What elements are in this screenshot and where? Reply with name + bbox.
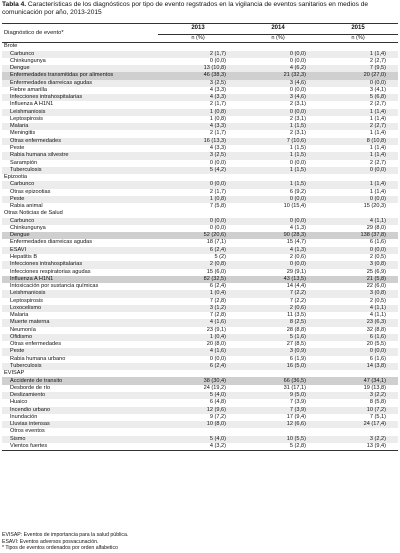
- value-cell: 20 (8,0): [158, 341, 238, 348]
- header-unit: n (%): [238, 35, 318, 43]
- value-cell: 0 (0,0): [318, 196, 398, 203]
- value-cell: 13 (9,4): [318, 443, 398, 451]
- value-cell: 82 (32,5): [158, 276, 238, 283]
- caption-table-number: Tabla 4.: [2, 1, 27, 8]
- value-cell: 0 (0,0): [158, 225, 238, 232]
- value-cell: 4 (1,3): [238, 225, 318, 232]
- table-row: [2, 327, 398, 334]
- category-label: Brote: [2, 43, 398, 51]
- table-row: [2, 283, 398, 290]
- value-cell: 6 (1,9): [238, 356, 318, 363]
- footnote: ESAVI: Eventos adversos posvacunación.: [2, 538, 99, 545]
- header-year-2013: 2013: [158, 24, 238, 35]
- diagnosis-label: ESAVI: [2, 247, 158, 254]
- diagnosis-label: Loxocelismo: [2, 305, 158, 312]
- diagnosis-label: Infecciones respiratorias agudas: [2, 269, 158, 276]
- value-cell: 12 (6,6): [238, 421, 318, 428]
- value-cell: 0 (0,0): [158, 218, 238, 225]
- value-cell: 4 (1,1): [318, 312, 398, 319]
- value-cell: 5 (4,2): [158, 167, 238, 174]
- category-row: [2, 43, 398, 51]
- table-row: [2, 80, 398, 87]
- value-cell: 0 (0,0): [158, 181, 238, 188]
- value-cell: 0 (0,0): [238, 196, 318, 203]
- table-row: [2, 116, 398, 123]
- diagnosis-label: Chinkungunya: [2, 58, 158, 65]
- table-row: [2, 254, 398, 261]
- value-cell: 15 (4,7): [238, 239, 318, 246]
- value-cell: 4 (1,6): [158, 319, 238, 326]
- value-cell: 90 (28,3): [238, 232, 318, 239]
- value-cell: 1 (1,4): [318, 152, 398, 159]
- value-cell: 2 (1,7): [158, 189, 238, 196]
- value-cell: 4 (3,3): [158, 94, 238, 101]
- diagnosis-label: Intoxicación por sustancia químicas: [2, 283, 158, 290]
- value-cell: 32 (8,8): [318, 327, 398, 334]
- value-cell: 0 (0,0): [318, 348, 398, 355]
- value-cell: 4 (1,6): [158, 348, 238, 355]
- value-cell: 3 (1,2): [158, 305, 238, 312]
- table-row: [2, 51, 398, 58]
- diagnosis-label: Carbunco: [2, 218, 158, 225]
- value-cell: 20 (5,5): [318, 341, 398, 348]
- diagnosis-label: Muerte materna: [2, 319, 158, 326]
- value-cell: 21 (5,8): [318, 276, 398, 283]
- table-row: [2, 94, 398, 101]
- value-cell: 3 (2,5): [158, 80, 238, 87]
- category-row: [2, 210, 398, 217]
- value-cell: 2 (2,7): [318, 101, 398, 108]
- value-cell: 0 (0,0): [158, 160, 238, 167]
- value-cell: 7 (2,2): [238, 290, 318, 297]
- table-row: [2, 225, 398, 232]
- value-cell: 5 (4,0): [158, 392, 238, 399]
- value-cell: 3 (0,8): [318, 261, 398, 268]
- table-row: [2, 269, 398, 276]
- value-cell: 1 (1,5): [238, 123, 318, 130]
- table-caption: [2, 1, 398, 17]
- header-unit: n (%): [318, 35, 398, 43]
- value-cell: 12 (9,6): [158, 407, 238, 414]
- category-row: [2, 370, 398, 377]
- table-row: [2, 436, 398, 443]
- value-cell: 9 (7,2): [158, 414, 238, 421]
- value-cell: 6 (2,4): [158, 247, 238, 254]
- value-cell: 1 (1,4): [318, 116, 398, 123]
- value-cell: 2 (2,7): [318, 160, 398, 167]
- value-cell: 6 (2,4): [158, 283, 238, 290]
- value-cell: 1 (1,5): [238, 181, 318, 188]
- table-row: [2, 290, 398, 297]
- diagnosis-label: Incendio urbano: [2, 407, 158, 414]
- value-cell: 1 (0,4): [158, 290, 238, 297]
- value-cell: 4 (3,3): [158, 87, 238, 94]
- value-cell: 8 (10,8): [318, 138, 398, 145]
- table-row: [2, 363, 398, 370]
- value-cell: 15 (20,3): [318, 203, 398, 210]
- value-cell: 0 (0,0): [238, 261, 318, 268]
- value-cell: 3 (2,2): [318, 436, 398, 443]
- value-cell: 1 (1,4): [318, 145, 398, 152]
- value-cell: 7 (3,9): [238, 399, 318, 406]
- value-cell: 66 (36,5): [238, 377, 318, 384]
- value-cell: 25 (6,9): [318, 269, 398, 276]
- value-cell: 17 (9,4): [238, 414, 318, 421]
- value-cell: 15 (6,0): [158, 269, 238, 276]
- value-cell: 21 (32,3): [238, 72, 318, 79]
- diagnosis-label: Desborde de río: [2, 385, 158, 392]
- value-cell: 2 (3,1): [238, 101, 318, 108]
- value-cell: 29 (9,1): [238, 269, 318, 276]
- table-row: [2, 189, 398, 196]
- table-row: [2, 87, 398, 94]
- diagnosis-label: Leptospirosis: [2, 298, 158, 305]
- diagnosis-label: Otras enfermedades: [2, 341, 158, 348]
- diagnosis-label: Rabia humana silvestre: [2, 152, 158, 159]
- value-cell: 4 (3,2): [158, 443, 238, 451]
- value-cell: 18 (7,1): [158, 239, 238, 246]
- value-cell: 10 (8,0): [158, 421, 238, 428]
- value-cell: 0 (0,0): [318, 80, 398, 87]
- diagnosis-label: Chinkungunya: [2, 225, 158, 232]
- value-cell: 0 (0,0): [238, 109, 318, 116]
- value-cell: 0 (0,0): [158, 356, 238, 363]
- value-cell: 24 (19,2): [158, 385, 238, 392]
- table-row: [2, 145, 398, 152]
- table-row: [2, 385, 398, 392]
- diagnosis-label: Influenza A H1N1: [2, 276, 158, 283]
- diagnosis-label: Malaria: [2, 312, 158, 319]
- value-cell: 2 (1,7): [158, 101, 238, 108]
- diagnosis-label: Sismo: [2, 436, 158, 443]
- value-cell: 6 (1,6): [318, 239, 398, 246]
- table-row: [2, 392, 398, 399]
- table-row: [2, 203, 398, 210]
- diagnosis-label: Infecciones intrahospitalarias: [2, 261, 158, 268]
- value-cell: 4 (1,1): [318, 218, 398, 225]
- diagnosis-label: Influenza A H1N1: [2, 101, 158, 108]
- value-cell: 4 (3,3): [158, 123, 238, 130]
- value-cell: 1 (1,4): [318, 189, 398, 196]
- table-row: [2, 247, 398, 254]
- value-cell: 23 (6,3): [318, 319, 398, 326]
- value-cell: 4 (1,3): [238, 247, 318, 254]
- diagnosis-label: Peste: [2, 196, 158, 203]
- diagnosis-label: Leptospirosis: [2, 116, 158, 123]
- table-row: [2, 160, 398, 167]
- diagnosis-label: Peste: [2, 348, 158, 355]
- table-row: [2, 443, 398, 451]
- value-cell: 1 (0,4): [158, 334, 238, 341]
- value-cell: 0 (0,0): [158, 58, 238, 65]
- diagnosis-label: Leishmaniosis: [2, 290, 158, 297]
- header-year-2015: 2015: [318, 24, 398, 35]
- value-cell: 3 (4,6): [238, 80, 318, 87]
- value-cell: 16 (13,3): [158, 138, 238, 145]
- value-cell: [238, 428, 318, 435]
- value-cell: 1 (0,8): [158, 116, 238, 123]
- diagnosis-label: Leishmaniosis: [2, 109, 158, 116]
- value-cell: 10 (5,5): [238, 436, 318, 443]
- diagnosis-label: Otros eventos: [2, 428, 158, 435]
- value-cell: 13 (10,8): [158, 65, 238, 72]
- diagnosis-label: Huaico: [2, 399, 158, 406]
- category-label: Epizootia: [2, 174, 398, 181]
- value-cell: 2 (1,7): [158, 130, 238, 137]
- value-cell: 24 (17,4): [318, 421, 398, 428]
- diagnosis-label: Sarampión: [2, 160, 158, 167]
- value-cell: 5 (2,8): [238, 443, 318, 451]
- diagnosis-label: Lluvias intensas: [2, 421, 158, 428]
- value-cell: 7 (5,8): [158, 203, 238, 210]
- value-cell: 6 (4,8): [158, 399, 238, 406]
- value-cell: 0 (0,0): [238, 218, 318, 225]
- value-cell: 8 (5,8): [318, 399, 398, 406]
- table-row: [2, 276, 398, 283]
- value-cell: 0 (0,0): [238, 51, 318, 58]
- value-cell: 1 (0,8): [158, 196, 238, 203]
- table-row: [2, 356, 398, 363]
- value-cell: 7 (2,8): [158, 312, 238, 319]
- value-cell: 2 (2,7): [318, 58, 398, 65]
- diagnosis-label: Tuberculosis: [2, 363, 158, 370]
- table-row: [2, 428, 398, 435]
- table-row: [2, 334, 398, 341]
- value-cell: 7 (2,2): [238, 298, 318, 305]
- value-cell: 2 (0,6): [238, 254, 318, 261]
- diagnosis-label: Neumonía: [2, 327, 158, 334]
- table-row: [2, 123, 398, 130]
- value-cell: 3 (2,5): [158, 152, 238, 159]
- header-row-years: [2, 24, 398, 35]
- diagnosis-label: Carbunco: [2, 51, 158, 58]
- table-row: [2, 72, 398, 79]
- diagnosis-label: Rabia humana urbano: [2, 356, 158, 363]
- table-row: [2, 407, 398, 414]
- value-cell: 1 (1,4): [318, 130, 398, 137]
- category-label: EVISAP: [2, 370, 398, 377]
- diagnosis-label: Carbunco: [2, 181, 158, 188]
- value-cell: 0 (0,0): [318, 247, 398, 254]
- table-row: [2, 232, 398, 239]
- table-row: [2, 348, 398, 355]
- diagnosis-label: Dengue: [2, 65, 158, 72]
- footnote: * Tipos de eventos ordenados por orden alfabetico: [2, 545, 118, 552]
- table-row: [2, 109, 398, 116]
- table-row: [2, 181, 398, 188]
- value-cell: 5 (1,6): [238, 334, 318, 341]
- value-cell: [318, 428, 398, 435]
- value-cell: [158, 428, 238, 435]
- diagnosis-label: Otras epizootias: [2, 189, 158, 196]
- value-cell: 2 (0,5): [318, 254, 398, 261]
- value-cell: 0 (0,0): [238, 58, 318, 65]
- diagnosis-label: Meningitis: [2, 130, 158, 137]
- diagnosis-label: Enfermedades diarreicas agudas: [2, 80, 158, 87]
- value-cell: 1 (1,4): [318, 181, 398, 188]
- diagnosis-label: Inundación: [2, 414, 158, 421]
- value-cell: 11 (3,5): [238, 312, 318, 319]
- diagnosis-label: Enfermedades diarreicas agudas: [2, 239, 158, 246]
- value-cell: 6 (9,2): [238, 189, 318, 196]
- diagnosis-label: Vientos fuertes: [2, 443, 158, 451]
- value-cell: 7 (5,1): [318, 414, 398, 421]
- value-cell: 52 (20,6): [158, 232, 238, 239]
- value-cell: 2 (0,8): [158, 261, 238, 268]
- table-row: [2, 101, 398, 108]
- value-cell: 9 (5,0): [238, 392, 318, 399]
- value-cell: 14 (4,4): [238, 283, 318, 290]
- diagnosis-label: Deslizamiento: [2, 392, 158, 399]
- footnote: EVISAP: Eventos de importancia para la salud pública.: [2, 532, 129, 538]
- diagnosis-label: Hepatitis B: [2, 254, 158, 261]
- value-cell: 6 (1,6): [318, 356, 398, 363]
- value-cell: 19 (13,8): [318, 385, 398, 392]
- value-cell: 4 (3,3): [158, 145, 238, 152]
- value-cell: 29 (8,0): [318, 225, 398, 232]
- header-year-2014: 2014: [238, 24, 318, 35]
- value-cell: 1 (1,5): [238, 145, 318, 152]
- diagnosis-label: Otras enfermedades: [2, 138, 158, 145]
- table-row: [2, 377, 398, 384]
- value-cell: 1 (1,4): [318, 109, 398, 116]
- footnotes: [2, 532, 398, 552]
- table-row: [2, 319, 398, 326]
- diagnosis-label: Dengue: [2, 232, 158, 239]
- diagnosis-label: Rabia animal: [2, 203, 158, 210]
- value-cell: 0 (0,0): [238, 160, 318, 167]
- value-cell: 46 (38,3): [158, 72, 238, 79]
- caption-text: Características de los diagnósticos por tipo de evento regstrados en la vigilancia de eventos sanitarios en medios de comunicación por año, 2013-2015: [2, 1, 369, 16]
- diagnosis-label: Accidente de transito: [2, 377, 158, 384]
- value-cell: 10 (7,2): [318, 407, 398, 414]
- value-cell: 1 (0,8): [158, 109, 238, 116]
- value-cell: 47 (34,1): [318, 377, 398, 384]
- value-cell: 0 (0,0): [318, 167, 398, 174]
- diagnosis-label: Enfermedades transmitidas por alimentos: [2, 72, 158, 79]
- value-cell: 0 (0,0): [238, 87, 318, 94]
- value-cell: 6 (2,4): [158, 363, 238, 370]
- value-cell: 7 (3,9): [238, 407, 318, 414]
- value-cell: 5 (2): [158, 254, 238, 261]
- diagnosis-label: Ofidismo: [2, 334, 158, 341]
- table-body: [2, 43, 398, 451]
- table-row: [2, 218, 398, 225]
- value-cell: 31 (17,1): [238, 385, 318, 392]
- value-cell: 1 (1,4): [318, 51, 398, 58]
- value-cell: 5 (4,0): [158, 436, 238, 443]
- table-row: [2, 421, 398, 428]
- table-row: [2, 239, 398, 246]
- value-cell: 2 (3,1): [238, 116, 318, 123]
- value-cell: 3 (0,8): [318, 290, 398, 297]
- table-row: [2, 196, 398, 203]
- value-cell: 7 (2,8): [158, 298, 238, 305]
- value-cell: 5 (6,8): [318, 94, 398, 101]
- value-cell: 38 (30,4): [158, 377, 238, 384]
- table-row: [2, 152, 398, 159]
- value-cell: 14 (3,8): [318, 363, 398, 370]
- category-label: Otras Noticias de Salud: [2, 210, 398, 217]
- diagnosis-label: Fiebre amarilla: [2, 87, 158, 94]
- table-row: [2, 312, 398, 319]
- table-row: [2, 399, 398, 406]
- diagnosis-label: Peste: [2, 145, 158, 152]
- value-cell: 3 (4,1): [318, 87, 398, 94]
- table-row: [2, 341, 398, 348]
- table-row: [2, 58, 398, 65]
- value-cell: 6 (1,6): [318, 334, 398, 341]
- value-cell: 7 (9,5): [318, 65, 398, 72]
- table-row: [2, 167, 398, 174]
- diagnosis-label: Malaria: [2, 123, 158, 130]
- value-cell: 27 (8,5): [238, 341, 318, 348]
- value-cell: 22 (6,0): [318, 283, 398, 290]
- diagnosis-table: [2, 23, 398, 451]
- value-cell: 28 (8,8): [238, 327, 318, 334]
- value-cell: 3 (4,6): [238, 94, 318, 101]
- value-cell: 2 (2,7): [318, 123, 398, 130]
- value-cell: 2 (1,7): [158, 51, 238, 58]
- table-row: [2, 138, 398, 145]
- value-cell: 3 (2,2): [318, 392, 398, 399]
- value-cell: 4 (1,1): [318, 305, 398, 312]
- table-row: [2, 65, 398, 72]
- diagnosis-label: Infecciones intrahospitalarias: [2, 94, 158, 101]
- value-cell: 138 (37,8): [318, 232, 398, 239]
- value-cell: 2 (3,1): [238, 130, 318, 137]
- table-row: [2, 414, 398, 421]
- header-unit: n (%): [158, 35, 238, 43]
- category-row: [2, 174, 398, 181]
- value-cell: 1 (1,5): [238, 167, 318, 174]
- table-row: [2, 261, 398, 268]
- value-cell: 4 (6,2): [238, 65, 318, 72]
- value-cell: 3 (0,9): [238, 348, 318, 355]
- table-row: [2, 298, 398, 305]
- value-cell: 43 (13,5): [238, 276, 318, 283]
- table-row: [2, 305, 398, 312]
- value-cell: 2 (0,6): [238, 305, 318, 312]
- value-cell: 7 (10,6): [238, 138, 318, 145]
- table-row: [2, 130, 398, 137]
- value-cell: 10 (15,4): [238, 203, 318, 210]
- value-cell: 1 (1,5): [238, 152, 318, 159]
- value-cell: 8 (2,5): [238, 319, 318, 326]
- value-cell: 16 (5,0): [238, 363, 318, 370]
- value-cell: 23 (9,1): [158, 327, 238, 334]
- value-cell: 2 (0,5): [318, 298, 398, 305]
- header-diagnosis: Diagnóstico de evento*: [2, 24, 158, 43]
- diagnosis-label: Tuberculosis: [2, 167, 158, 174]
- value-cell: 20 (27,0): [318, 72, 398, 79]
